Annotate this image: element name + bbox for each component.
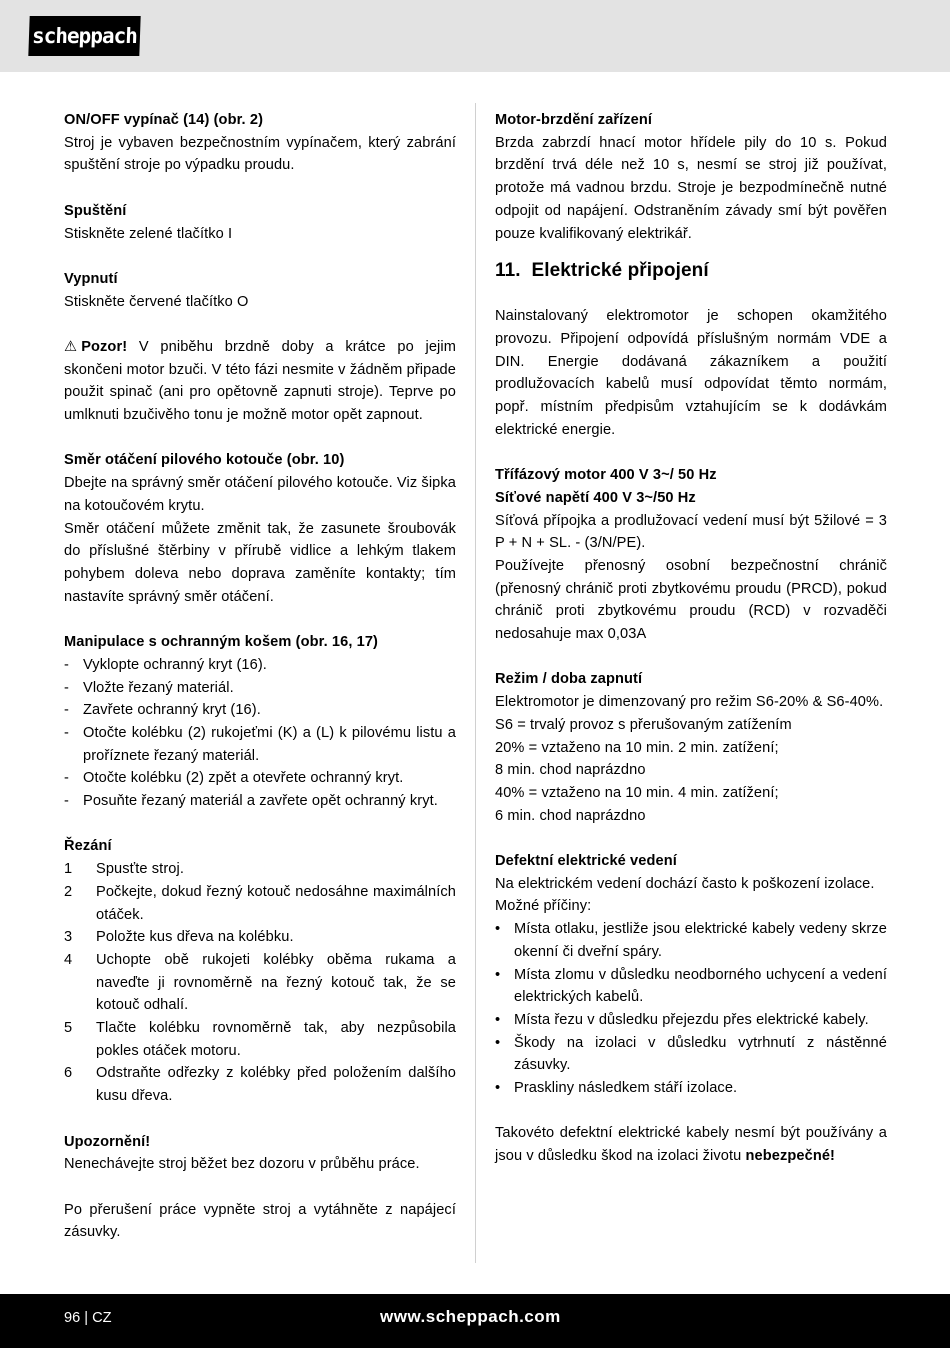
mode-line: S6 = trvalý provoz s přerušovaným zatížením	[495, 716, 792, 733]
mode-line: 8 min. chod naprázdno	[495, 762, 646, 779]
electrical-intro-section	[495, 305, 887, 441]
mode-heading: Režim / doba zapnutí	[495, 671, 643, 688]
final-bold-text: nebezpečné!	[745, 1148, 836, 1165]
page-number: 96 | CZ	[64, 1310, 112, 1326]
step-number: 2	[64, 883, 73, 900]
guard-heading: Manipulace s ochranným košem (obr. 16, 17)	[64, 634, 379, 651]
website-url: www.scheppach.com	[380, 1307, 561, 1326]
list-item: - Zavřete ochranný kryt (16).	[64, 699, 456, 722]
section-title-text: Elektrické připojení	[531, 260, 709, 282]
start-text: Stiskněte zelené tlačítko I	[64, 225, 233, 242]
three-phase-heading: Třífázový motor 400 V 3~/ 50 Hz	[495, 467, 717, 484]
step-number: 6	[64, 1065, 73, 1082]
operating-mode-section	[495, 668, 887, 827]
motor-brake-section	[495, 109, 887, 245]
caution-label: Pozor!	[81, 338, 128, 355]
onoff-switch-section	[64, 109, 456, 177]
rotation-text-2: Směr otáčení můžete změnit tak, že zasunete šroubovák do příslušné štěrbiny v přírubě vidlice a lehkým tlakem pohybem doleva nebo doprava zaměníte kontakty; tím nastavíte správný směr otáčení.	[64, 520, 456, 605]
cutting-steps-list	[64, 858, 456, 1108]
list-item: - Otočte kolébku (2) rukojeťmi (K) a (L) k pilovému listu a proříznete řezaný materiál.	[64, 722, 456, 767]
intro-text: Nainstalovaný elektromotor je schopen okamžitého provozu. Připojení odpovídá příslušným normám VDE a DIN. Energie dodávaná zákazníkem a použití prodlužovacích kabelů musí odpovídat těmto normám, popř. místním předpisům vztahujícím se k dodávkám elektrické energie.	[495, 308, 887, 438]
step-text: Tlačte kolébku rovnoměrně tak, aby nezpůsobila pokles otáček motoru.	[96, 1020, 456, 1059]
causes-label: Možné příčiny:	[495, 898, 592, 915]
mains-voltage-heading: Síťové napětí 400 V 3~/50 Hz	[495, 489, 696, 506]
page-header	[0, 0, 950, 72]
caution-paragraph	[64, 336, 456, 427]
list-item: • Místa řezu v důsledku přejezdu přes elektrické kabely.	[495, 1009, 887, 1032]
right-column	[495, 109, 887, 1191]
list-item: - Otočte kolébku (2) zpět a otevřete ochranný kryt.	[64, 767, 456, 790]
caution-section	[64, 336, 456, 427]
list-item: - Vyklopte ochranný kryt (16).	[64, 654, 456, 677]
section-number: 11.	[495, 260, 521, 282]
notice-text: Nenechávejte stroj běžet bez dozoru v průběhu práce.	[64, 1156, 420, 1173]
three-phase-text-1: Síťová přípojka a prodlužovací vedení musí být 5žilové = 3 P + N + SL. - (3/N/PE).	[495, 512, 887, 552]
guard-handling-section	[64, 631, 456, 813]
mode-text: Elektromotor je dimenzovaný pro režim S6-20% & S6-40%.	[495, 694, 884, 711]
step-number: 1	[64, 861, 73, 878]
cutting-heading: Řezání	[64, 838, 112, 855]
brake-heading: Motor-brzdění zařízení	[495, 112, 653, 128]
step-number: 4	[64, 951, 73, 968]
notice-heading: Upozornění!	[64, 1133, 151, 1150]
defective-cable-section	[495, 850, 887, 1100]
rotation-heading: Směr otáčení pilového kotouče (obr. 10)	[64, 452, 345, 469]
step-text: Počkejte, dokud řezný kotouč nedosáhne maximálních otáček.	[96, 883, 456, 923]
list-item: • Škody na izolaci v důsledku vytrhnutí z nástěnné zásuvky.	[495, 1032, 887, 1077]
step-text: Odstraňte odřezky z kolébky před položením dalšího kusu dřeva.	[96, 1065, 456, 1105]
brake-text: Brzda zabrzdí hnací motor hřídele pily do 10 s. Pokud brzdění trvá déle než 10 s, nesmí se stroj již používat, protože má vadnou brzdu. Stroje je bezpodmínečně nutné odpojit od napájení. Odstraněním závady smí být pověřen pouze kvalifikovaný elektrikář.	[495, 134, 887, 242]
step-number: 3	[64, 929, 73, 946]
rotation-direction-section	[64, 449, 456, 608]
mode-line: 20% = vztaženo na 10 min. 2 min. zatížení;	[495, 739, 779, 756]
causes-list	[495, 918, 887, 1100]
guard-steps-list	[64, 654, 456, 813]
step-text: Položte kus dřeva na kolébku.	[96, 929, 294, 946]
cutting-section	[64, 835, 456, 1107]
list-item	[64, 926, 456, 949]
final-warning-section	[495, 1122, 887, 1167]
three-phase-text-2: Používejte přenosný osobní bezpečnostní chránič (přenosný chránič proti zbytkovému proudu (PRCD), pokud chránič proti zbytkovému proudu (RCD) v rozvaděči nedosahuje max 0,03A	[495, 557, 887, 643]
after-work-section	[64, 1199, 456, 1244]
after-work-text: Po přerušení práce vypněte stroj a vytáhněte z napájecí zásuvky.	[64, 1201, 456, 1241]
column-divider	[475, 103, 476, 1263]
list-item	[64, 1017, 456, 1062]
rotation-text-1: Dbejte na správný směr otáčení pilového kotouče. Viz šipka na kotoučovém krytu.	[64, 475, 456, 514]
mode-line: 40% = vztaženo na 10 min. 4 min. zatížení;	[495, 784, 779, 801]
caution-text: V pniběhu brzdně doby a krátce po jejim skončeni motor bzuči. V této fázi nesmite v žádněm připade použit spinač (ani pro opětovně zapnuti stroje). Teprve po umlknuti bzučivěho tonu je možně motor opět zapnout.	[64, 338, 456, 424]
stop-heading: Vypnutí	[64, 270, 118, 287]
start-heading: Spuštění	[64, 202, 127, 219]
warning-triangle-icon: ⚠	[64, 338, 78, 355]
step-text: Spusťte stroj.	[96, 861, 184, 878]
stop-text: Stiskněte červené tlačítko O	[64, 293, 249, 310]
defect-heading: Defektní elektrické vedení	[495, 853, 677, 870]
list-item	[64, 858, 456, 881]
step-text: Uchopte obě rukojeti kolébky oběma rukama a naveďte ji rovnoměrně na řezný kotouč tak, že se kotouč odhalí.	[96, 951, 456, 1014]
page-footer	[0, 1294, 950, 1348]
final-paragraph	[495, 1122, 887, 1167]
three-phase-section	[495, 464, 887, 646]
notice-section	[64, 1131, 456, 1176]
final-text: Takovéto defektní elektrické kabely nesmí být používány a jsou v důsledku škod na izolaci životu	[495, 1125, 887, 1165]
start-section	[64, 200, 456, 245]
mode-line: 6 min. chod naprázdno	[495, 807, 646, 824]
onoff-heading: ON/OFF vypínač (14) (obr. 2)	[64, 112, 264, 128]
list-item: • Praskliny následkem stáří izolace.	[495, 1077, 887, 1100]
section-title	[495, 259, 887, 283]
stop-section	[64, 268, 456, 313]
defect-text: Na elektrickém vedení dochází často k poškození izolace.	[495, 875, 875, 892]
list-item: - Posuňte řezaný materiál a zavřete opět ochranný kryt.	[64, 790, 456, 813]
list-item: - Vložte řezaný materiál.	[64, 677, 456, 700]
onoff-text: Stroj je vybaven bezpečnostním vypínačem, který zabrání spuštění stroje po výpadku proudu.	[64, 134, 456, 174]
list-item: • Místa zlomu v důsledku neodborného uchycení a vedení elektrických kabelů.	[495, 964, 887, 1009]
list-item: • Místa otlaku, jestliže jsou elektrické kabely vedeny skrze okenní či dveřní spáry.	[495, 918, 887, 963]
list-item	[64, 881, 456, 926]
left-column	[64, 109, 456, 1267]
list-item	[64, 1062, 456, 1107]
scheppach-logo: scheppach	[28, 16, 140, 56]
step-number: 5	[64, 1020, 73, 1037]
list-item	[64, 949, 456, 1017]
